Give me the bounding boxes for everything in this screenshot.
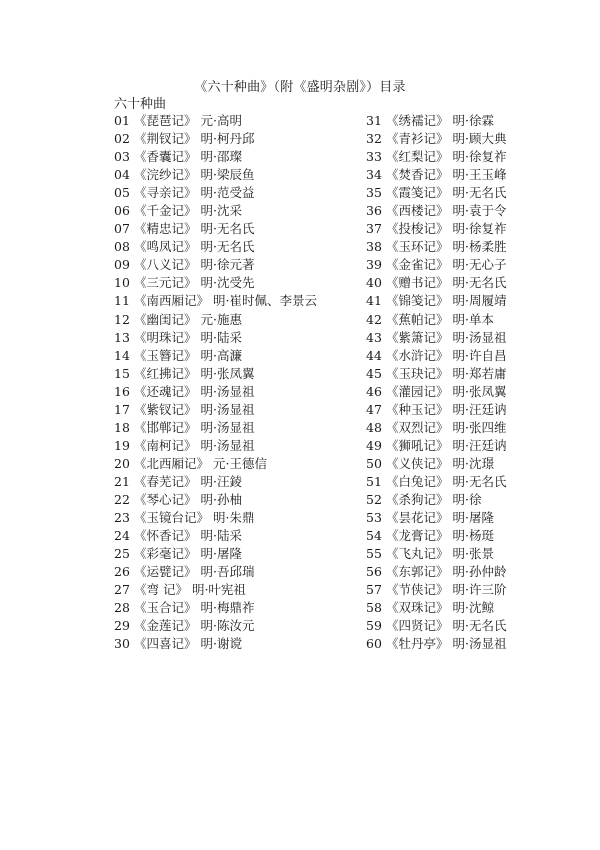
entry-title: 《双珠记》 明·沈鲸 [386, 600, 494, 616]
list-item [114, 130, 374, 148]
entry-title: 《双烈记》 明·张四维 [386, 419, 507, 435]
list-item [366, 581, 566, 599]
entry-title: 《东郭记》 明·孙仲龄 [386, 564, 507, 580]
entry-title: 《霞笺记》 明·无名氏 [386, 185, 507, 201]
entry-title: 《运甓记》 明·吾邱瑞 [134, 564, 255, 580]
entry-title: 《彩毫记》 明·屠隆 [134, 546, 242, 562]
entry-title: 《西楼记》 明·袁于令 [386, 203, 507, 219]
list-item [366, 437, 566, 455]
entry-title: 《四喜记》 明·谢谠 [134, 636, 242, 652]
list-item [114, 617, 374, 635]
list-item [114, 491, 374, 509]
list-item [366, 365, 566, 383]
list-item [366, 238, 566, 256]
entry-number: 53 [366, 510, 382, 526]
list-item [366, 274, 566, 292]
list-item [366, 220, 566, 238]
entry-number: 35 [366, 185, 382, 201]
list-item [114, 238, 374, 256]
entry-number: 12 [114, 311, 130, 327]
entry-title: 《幽闺记》 元·施惠 [134, 311, 242, 327]
entry-number: 45 [366, 365, 382, 381]
entry-title: 《明珠记》 明·陆采 [134, 329, 242, 345]
entry-title: 《千金记》 明·沈采 [134, 203, 242, 219]
entry-title: 《三元记》 明·沈受先 [134, 275, 255, 291]
list-item [366, 599, 566, 617]
list-item [114, 383, 374, 401]
list-item [114, 365, 374, 383]
entry-number: 47 [366, 401, 382, 417]
list-item [366, 563, 566, 581]
entry-title: 《荆钗记》 明·柯丹邱 [134, 131, 255, 147]
list-item [114, 437, 374, 455]
entry-number: 34 [366, 167, 382, 183]
entry-title: 《蕉帕记》 明·单本 [386, 311, 494, 327]
entry-number: 40 [366, 275, 382, 291]
entry-title: 《玉玦记》 明·郑若庸 [386, 365, 507, 381]
entry-number: 30 [114, 636, 130, 652]
entry-title: 《八义记》 明·徐元著 [134, 257, 255, 273]
entry-number: 25 [114, 546, 130, 562]
entry-number: 39 [366, 257, 382, 273]
entry-number: 54 [366, 528, 382, 544]
entry-number: 23 [114, 510, 130, 526]
entry-title: 《昙花记》 明·屠隆 [386, 510, 494, 526]
list-item [114, 256, 374, 274]
list-item [366, 545, 566, 563]
list-item [114, 220, 374, 238]
list-item [366, 473, 566, 491]
list-item [366, 256, 566, 274]
entry-number: 16 [114, 383, 130, 399]
entry-number: 17 [114, 401, 130, 417]
entry-number: 26 [114, 564, 130, 580]
list-item [366, 635, 566, 653]
entry-number: 19 [114, 437, 130, 453]
entry-number: 29 [114, 618, 130, 634]
list-item [114, 527, 374, 545]
section-heading: 六十种曲 [114, 97, 167, 112]
entry-number: 11 [114, 293, 130, 309]
entry-title: 《寻亲记》 明·范受益 [134, 185, 255, 201]
entry-title: 《春芜记》 明·汪錂 [134, 473, 242, 489]
entry-title: 《白兔记》 明·无名氏 [386, 473, 507, 489]
entry-title: 《玉合记》 明·梅鼎祚 [134, 600, 255, 616]
entry-number: 20 [114, 455, 130, 471]
list-item [366, 509, 566, 527]
entry-number: 37 [366, 221, 382, 237]
entry-title: 《琵琶记》 元·高明 [134, 113, 242, 128]
entry-title: 《灌园记》 明·张凤翼 [386, 383, 507, 399]
list-item [114, 166, 374, 184]
entry-title: 《金莲记》 明·陈汝元 [134, 618, 255, 634]
entry-title: 《牡丹亭》 明·汤显祖 [386, 636, 507, 652]
entry-title: 《绣襦记》 明·徐霖 [386, 113, 494, 128]
entry-list-right [366, 112, 566, 653]
entry-number: 09 [114, 257, 130, 273]
entry-number: 46 [366, 383, 382, 399]
entry-number: 56 [366, 564, 382, 580]
entry-title: 《鸣凤记》 明·无名氏 [134, 239, 255, 255]
list-item [366, 112, 566, 130]
entry-title: 《四贤记》 明·无名氏 [386, 618, 507, 634]
entry-number: 43 [366, 329, 382, 345]
list-item [114, 473, 374, 491]
entry-number: 31 [366, 113, 382, 128]
entry-number: 28 [114, 600, 130, 616]
entry-number: 51 [366, 473, 382, 489]
list-item [366, 329, 566, 347]
entry-title: 《邯郸记》 明·汤显祖 [134, 419, 255, 435]
list-item [114, 202, 374, 220]
entry-number: 14 [114, 347, 130, 363]
list-item [366, 383, 566, 401]
list-item [114, 292, 374, 310]
entry-list-left [114, 112, 374, 653]
entry-number: 13 [114, 329, 130, 345]
list-item [366, 292, 566, 310]
entry-title: 《玉镜台记》 明·朱鼎 [134, 510, 255, 526]
entry-number: 18 [114, 419, 130, 435]
entry-title: 《红拂记》 明·张凤翼 [134, 365, 255, 381]
list-item [366, 166, 566, 184]
entry-number: 57 [366, 582, 382, 598]
entry-title: 《玉簪记》 明·高濂 [134, 347, 242, 363]
entry-title: 《玉环记》 明·杨柔胜 [386, 239, 507, 255]
entry-number: 15 [114, 365, 130, 381]
list-item [114, 419, 374, 437]
list-item [114, 274, 374, 292]
entry-title: 《紫箫记》 明·汤显祖 [386, 329, 507, 345]
entry-number: 59 [366, 618, 382, 634]
entry-title: 《紫钗记》 明·汤显祖 [134, 401, 255, 417]
entry-number: 24 [114, 528, 130, 544]
list-item [366, 311, 566, 329]
list-item [114, 401, 374, 419]
entry-title: 《青衫记》 明·顾大典 [386, 131, 507, 147]
entry-title: 《水浒记》 明·许自昌 [386, 347, 507, 363]
entry-title: 《锦笺记》 明·周履靖 [386, 293, 507, 309]
list-item [366, 419, 566, 437]
entry-number: 52 [366, 491, 382, 507]
list-item [114, 455, 374, 473]
entry-number: 02 [114, 131, 130, 147]
entry-title: 《赠书记》 明·无名氏 [386, 275, 507, 291]
list-item [366, 491, 566, 509]
entry-title: 《南柯记》 明·汤显祖 [134, 437, 255, 453]
entry-number: 21 [114, 473, 130, 489]
list-item [366, 401, 566, 419]
list-item [366, 617, 566, 635]
entry-number: 22 [114, 491, 130, 507]
entry-number: 60 [366, 636, 382, 652]
entry-title: 《弯 记》 明·叶宪祖 [134, 582, 246, 598]
entry-number: 36 [366, 203, 382, 219]
entry-title: 《飞丸记》 明·张景 [386, 546, 494, 562]
list-item [114, 509, 374, 527]
entry-title: 《怀香记》 明·陆采 [134, 528, 242, 544]
entry-number: 06 [114, 203, 130, 219]
list-item [114, 148, 374, 166]
entry-number: 05 [114, 185, 130, 201]
list-item [114, 581, 374, 599]
entry-number: 03 [114, 149, 130, 165]
entry-title: 《南西厢记》 明·崔时佩、李景云 [134, 293, 317, 309]
entry-number: 10 [114, 275, 130, 291]
entry-number: 48 [366, 419, 382, 435]
entry-number: 04 [114, 167, 130, 183]
entry-title: 《义侠记》 明·沈璟 [386, 455, 494, 471]
entry-title: 《狮吼记》 明·汪廷讷 [386, 437, 507, 453]
list-item [366, 130, 566, 148]
list-item [114, 635, 374, 653]
list-item [366, 148, 566, 166]
list-item [114, 311, 374, 329]
entry-title: 《北西厢记》 元·王德信 [134, 455, 267, 471]
list-item [114, 545, 374, 563]
entry-title: 《浣纱记》 明·梁辰鱼 [134, 167, 255, 183]
entry-title: 《还魂记》 明·汤显祖 [134, 383, 255, 399]
entry-title: 《种玉记》 明·汪廷讷 [386, 401, 507, 417]
list-item [114, 347, 374, 365]
entry-title: 《龙膏记》 明·杨珽 [386, 528, 494, 544]
list-item [366, 527, 566, 545]
entry-title: 《精忠记》 明·无名氏 [134, 221, 255, 237]
entry-number: 38 [366, 239, 382, 255]
entry-title: 《投梭记》 明·徐复祚 [386, 221, 507, 237]
entry-title: 《杀狗记》 明·徐 [386, 491, 482, 507]
entry-number: 49 [366, 437, 382, 453]
entry-number: 55 [366, 546, 382, 562]
entry-number: 27 [114, 582, 130, 598]
entry-title: 《红梨记》 明·徐复祚 [386, 149, 507, 165]
entry-number: 42 [366, 311, 382, 327]
list-item [114, 184, 374, 202]
list-item [114, 329, 374, 347]
list-item [366, 202, 566, 220]
entry-number: 07 [114, 221, 130, 237]
entry-number: 32 [366, 131, 382, 147]
entry-number: 33 [366, 149, 382, 165]
list-item [366, 455, 566, 473]
entry-title: 《节侠记》 明·许三阶 [386, 582, 507, 598]
list-item [366, 347, 566, 365]
entry-number: 58 [366, 600, 382, 616]
list-item [366, 184, 566, 202]
entry-number: 01 [114, 113, 130, 128]
list-item [114, 599, 374, 617]
entry-number: 44 [366, 347, 382, 363]
entry-number: 08 [114, 239, 130, 255]
entry-title: 《琴心记》 明·孙柚 [134, 491, 242, 507]
list-item [114, 112, 374, 130]
entry-title: 《香囊记》 明·邵璨 [134, 149, 242, 165]
entry-number: 50 [366, 455, 382, 471]
entry-title: 《金雀记》 明·无心子 [386, 257, 507, 273]
entry-title: 《焚香记》 明·王玉峰 [386, 167, 507, 183]
document-title: 《六十种曲》（附《盛明杂剧》）目录 [194, 80, 406, 95]
list-item [114, 563, 374, 581]
entry-number: 41 [366, 293, 382, 309]
